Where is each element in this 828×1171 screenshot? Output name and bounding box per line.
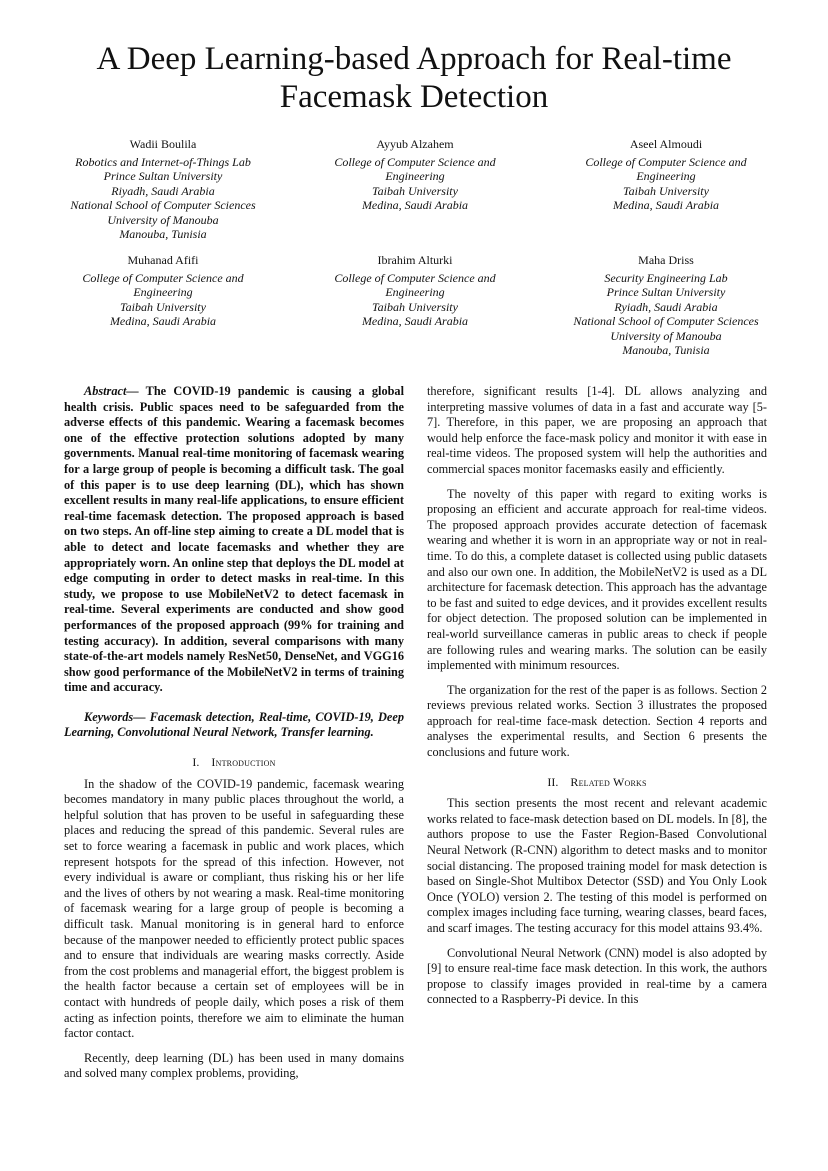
author-name: Ibrahim Alturki — [377, 253, 453, 267]
abstract-lead: Abstract— — [84, 384, 139, 398]
keywords: Keywords— Facemask detection, Real-time, COVID-19, Deep Learning, Convolutional Neural Network, Transfer learning. — [64, 709, 404, 740]
paragraph: Convolutional Neural Network (CNN) model is also adopted by [9] to ensure real-time face mask detection. In this work, the authors propose to classify images provided in real-time by a camera connected to a Raspberry-Pi device. In this — [427, 945, 767, 1007]
paper-title — [0, 40, 828, 116]
author-block — [48, 253, 278, 329]
author-name: Maha Driss — [638, 253, 694, 267]
right-column — [427, 384, 767, 1008]
author-affiliation: College of Computer Science and Engineering Taibah University Medina, Saudi Arabia — [334, 154, 496, 212]
title-line-2: Facemask Detection — [279, 79, 549, 115]
left-column — [64, 384, 404, 1082]
author-block — [551, 137, 781, 213]
paragraph: Recently, deep learning (DL) has been used in many domains and solved many complex problems, providing, — [64, 1050, 404, 1081]
paragraph: therefore, significant results [1-4]. DL allows analyzing and interpreting massive volumes of data in a fast and accurate way [5-7]. Therefore, in this paper, we are proposing an approach that would help enforce the face-mask policy and monitor it with ease in real-time videos. The proposed system will help the authorities and commercial spaces monitor facemasks easily and efficiently. — [427, 384, 767, 476]
section-heading-introduction: I. Introduction — [192, 755, 276, 770]
paragraph: This section presents the most recent and relevant academic works related to face-mask detection based on DL models. In [8], the authors propose to use the Faster Region-Based Convolutional Neural Network (R-CNN) algorithm to detect masks and to monitor social distancing. The proposed training model for mask detection is based on Single-Shot Multibox Detector (SSD) and You Only Look Once (YOLO) version 2. The testing of this model is performed on complex images including face turning, wearing classes, beard faces, and scarf images. The testing accuracy for this model attains 93.4%. — [427, 796, 767, 935]
author-name: Ayyub Alzahem — [376, 137, 454, 151]
author-block — [551, 253, 781, 358]
author-name: Wadii Boulila — [129, 137, 197, 151]
author-block — [300, 253, 530, 329]
paragraph: The organization for the rest of the paper is as follows. Section 2 reviews previous related works. Section 3 illustrates the proposed approach for real-time face-mask detection. Section 4 reports and analyses the experimental results, and Section 6 presents the conclusions and future work. — [427, 682, 767, 760]
author-affiliation: Robotics and Internet-of-Things Lab Prince Sultan University Riyadh, Saudi Arabia National School of Computer Sciences University of Manouba Manouba, Tunisia — [70, 154, 256, 241]
abstract-body: The COVID-19 pandemic is causing a global health crisis. Public spaces need to be safeguarded from the adverse effects of this pandemic. Wearing a facemask becomes one of the effective protection solutions adopted by many governments. Manual real-time monitoring of facemask wearing for a large group of people is becoming a difficult task. The goal of this paper is to use deep learning (DL), which has shown excellent results in many real-life applications, to ensure efficient real-time facemask detection. The proposed approach is based on two steps. An off-line step aiming to create a DL model that is able to detect and locate facemasks and whether they are appropriately worn. An online step that deploys the DL model at edge computing in order to detect masks in real-time. In this study, we propose to use MobileNetV2 to detect facemask in real-time. Several experiments are conducted and show good performances of the proposed approach (99% for training and testing accuracy). In addition, several comparisons with many state-of-the-art models namely ResNet50, DenseNet, and VGG16 show good performance of the MobileNetV2 in terms of training time and accuracy. — [64, 384, 404, 695]
author-name: Muhanad Afifi — [127, 253, 199, 267]
author-affiliation: Security Engineering Lab Prince Sultan University Ryiadh, Saudi Arabia National School of Computer Sciences University of Manouba Manouba, Tunisia — [573, 270, 759, 357]
abstract — [64, 384, 404, 696]
author-affiliation: College of Computer Science and Engineering Taibah University Medina, Saudi Arabia — [82, 270, 244, 328]
paragraph: The novelty of this paper with regard to exiting works is proposing an efficient and accurate approach for real-time videos. The proposed approach provides accurate detection of facemask wearing and whether it is worn in an appropriate way or not in real-time. To do this, a complete dataset is collected using public datasets and also our own one. In addition, the MobileNetV2 is used as a DL architecture for facemask detection. This approach has the advantage to be fast and suited to edge devices, and it provides excellent results for object detection. The proposed solution can be implemented in real-world surveillance cameras in public areas to check if people are following rules and wearing marks. The solution can be easily implemented with minimum resources. — [427, 486, 767, 673]
author-block — [48, 137, 278, 242]
section-heading-related-works: II. Related Works — [547, 774, 647, 789]
paragraph: In the shadow of the COVID-19 pandemic, facemask wearing becomes mandatory in many public places throughout the world, a helpful solution that has proven to be useful in safeguarding these places and reducing the spread of this pandemic. Several rules are set to force wearing a facemask in public and work places, which represent hotspots for the spread of this infection. However, not every individual is aware or compliant, thus risking his or her life and the lives of others by not wearing a mask. Real-time monitoring of facemask wearing for a large group of people is becoming a difficult task. Manual monitoring is in general hard to enforce because of the manpower needed to efficiently protect public spaces and to ensure that individuals are wearing masks correctly. Aside from the cost problems and managerial effort, the biggest problem is the health factor because a certain set of employees will be in contact with hundreds of people daily, which poses a risk of them acting as infection points, therefore we aim to eliminate the human factor contact. — [64, 776, 404, 1041]
author-affiliation: College of Computer Science and Engineering Taibah University Medina, Saudi Arabia — [334, 270, 496, 328]
author-affiliation: College of Computer Science and Engineering Taibah University Medina, Saudi Arabia — [585, 154, 747, 212]
author-block — [300, 137, 530, 213]
title-line-1: A Deep Learning-based Approach for Real-time — [96, 41, 732, 77]
author-name: Aseel Almoudi — [629, 137, 703, 151]
